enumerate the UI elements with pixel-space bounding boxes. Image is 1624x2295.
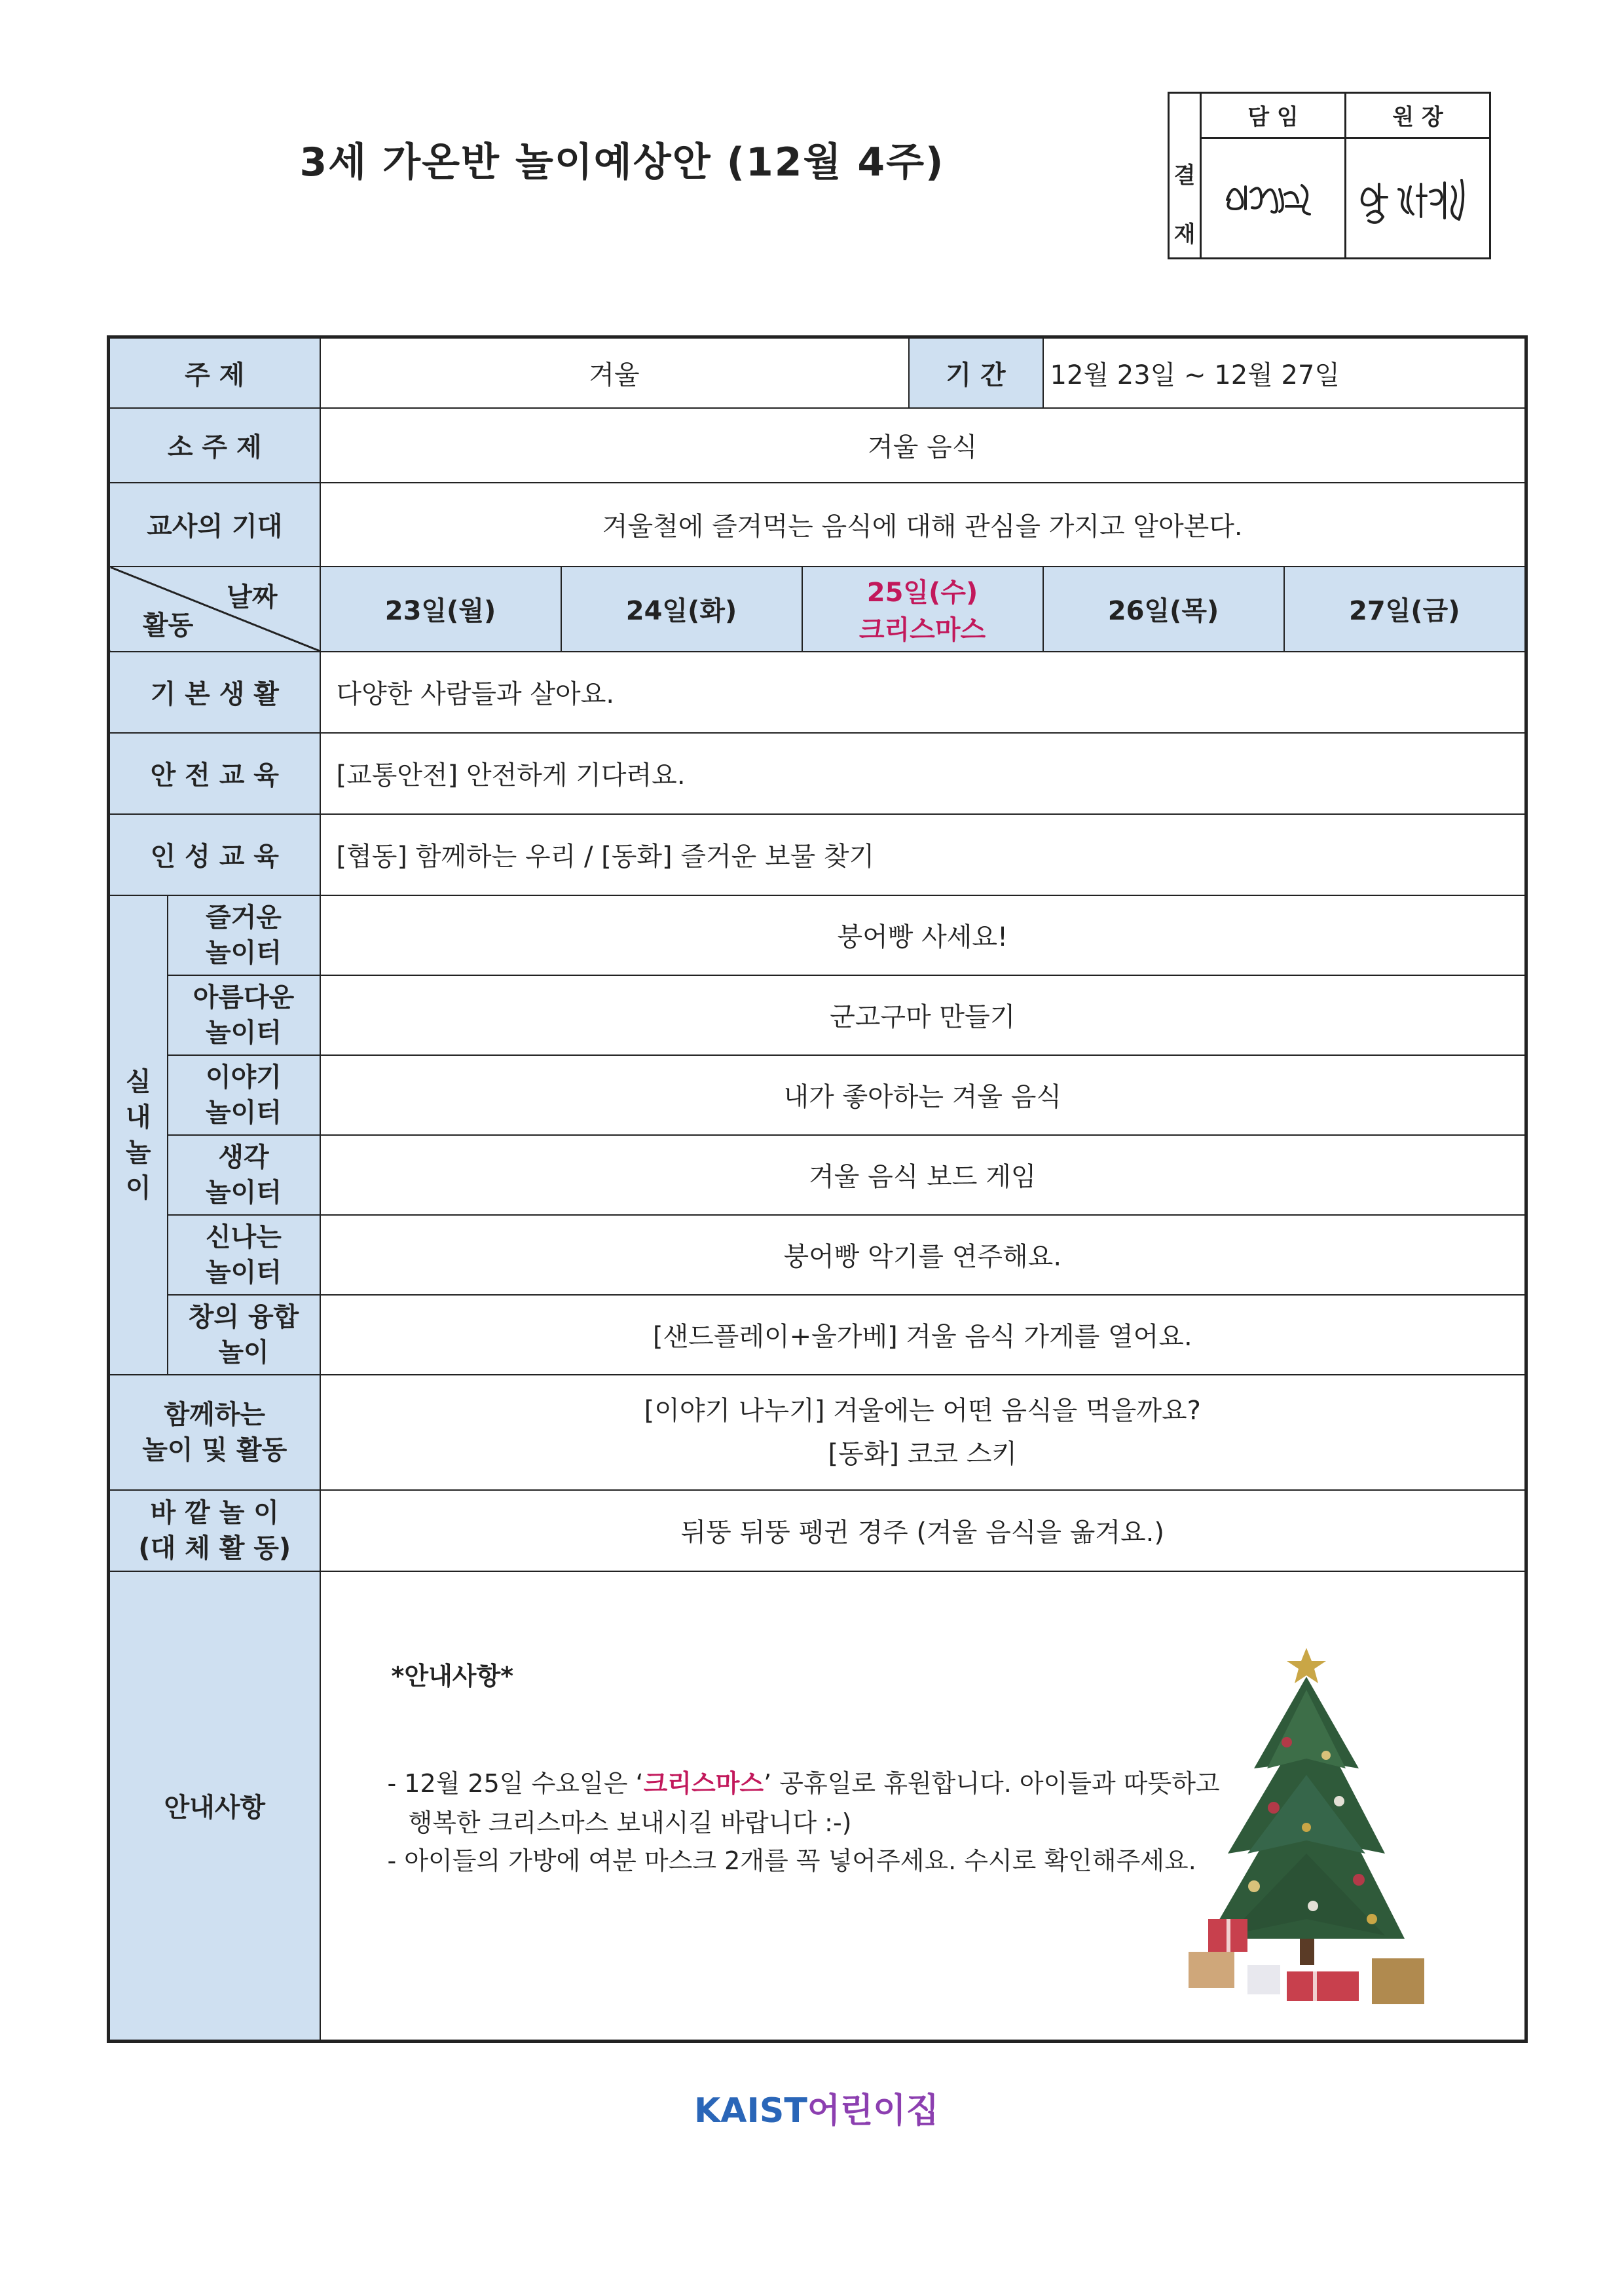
together-label-line2: 놀이 및 활동 [142,1434,287,1465]
indoor-row [109,1215,1526,1295]
date-activity-diagonal-cell [109,567,320,652]
safety-label: 안 전 교 육 [109,733,320,814]
notice-content [320,1571,1526,2042]
expectation-label: 교사의 기대 [109,483,320,567]
together-label-line1: 함께하는 [164,1399,266,1430]
notice-line-3: - 아이들의 가방에 여분 마스크 2개를 꼭 넣어주세요. 수시로 확인해주세요. [387,1846,1196,1875]
outdoor-row [109,1490,1526,1571]
activity-header-label: 활동 [143,610,194,641]
character-value: [협동] 함께하는 우리 / [동화] 즐거운 보물 찾기 [320,814,1526,895]
indoor-label-char: 놀 [125,1137,151,1168]
subtheme-row [109,408,1526,483]
approval-side-label [1169,93,1201,259]
basic-life-row [109,652,1526,733]
indoor-label-char: 실 [125,1066,151,1097]
theme-label: 주 제 [109,337,320,408]
indoor-activity: 겨울 음식 보드 게임 [320,1135,1526,1215]
indoor-sub-label-line2: 놀이터 [206,1017,282,1048]
notice-line-1-post: ’ 공휴일로 휴원합니다. 아이들과 따뜻하고 [764,1768,1220,1798]
day-mon: 23일(월) [320,567,561,652]
outdoor-label [109,1490,320,1571]
indoor-label-char: 내 [125,1102,151,1132]
notice-row [109,1571,1526,2042]
indoor-activity: [샌드플레이+울가베] 겨울 음식 가게를 열어요. [320,1295,1526,1375]
indoor-row [109,1135,1526,1215]
notice-line-1-pre: - 12월 25일 수요일은 ‘ [387,1768,644,1798]
indoor-row [109,1055,1526,1135]
date-header-label: 날짜 [227,582,278,612]
indoor-sub-label-line1: 창의 융합 [188,1301,299,1332]
indoor-row [109,975,1526,1055]
together-row [109,1375,1526,1490]
approval-box [1168,92,1491,259]
indoor-play-label [109,895,168,1375]
kaist-kindergarten-logo [694,2083,939,2132]
approval-side-bottom: 재 [1173,221,1196,248]
expectation-row [109,483,1526,567]
subtheme-value: 겨울 음식 [320,408,1526,483]
together-value-line2: [동화] 코코 스키 [828,1438,1017,1469]
together-value-line1: [이야기 나누기] 겨울에는 어떤 음식을 먹을까요? [644,1395,1201,1426]
notice-line-1 [388,1763,1220,1799]
indoor-sub-label-line1: 신나는 [206,1222,282,1252]
indoor-sub-label-line1: 생각 [218,1142,269,1172]
safety-value: [교통안전] 안전하게 기다려요. [320,733,1526,814]
indoor-activity: 붕어빵 사세요! [320,895,1526,975]
approval-director-header: 원 장 [1346,93,1490,138]
days-header-row [109,567,1526,652]
basic-life-label: 기 본 생 활 [109,652,320,733]
outdoor-label-line2: (대 체 활 동) [138,1533,291,1563]
indoor-sub-label [168,1215,320,1295]
character-label: 인 성 교 육 [109,814,320,895]
together-label [109,1375,320,1490]
day-fri: 27일(금) [1284,567,1526,652]
director-signature [1346,138,1490,258]
indoor-sub-label-line1: 즐거운 [206,902,282,933]
day-wed-holiday [802,567,1043,652]
notice-christmas-highlight: 크리스마스 [643,1768,764,1798]
indoor-sub-label-line1: 아름다운 [193,982,295,1013]
period-value: 12월 23일 ~ 12월 27일 [1043,337,1526,408]
indoor-sub-label-line2: 놀이터 [206,937,282,968]
indoor-sub-label [168,1135,320,1215]
together-value [320,1375,1526,1490]
indoor-activity: 군고구마 만들기 [320,975,1526,1055]
notice-label: 안내사항 [109,1571,320,2042]
character-row [109,814,1526,895]
day-wed: 25일(수) [866,577,978,608]
homeroom-signature-drawing [1208,160,1338,233]
indoor-sub-label-line2: 놀이터 [206,1097,282,1128]
notice-line-2: 행복한 크리스마스 보내시길 바랍니다 :-) [408,1808,852,1837]
theme-row [109,337,1526,408]
indoor-activity: 내가 좋아하는 겨울 음식 [320,1055,1526,1135]
indoor-row [109,1295,1526,1375]
outdoor-value: 뒤뚱 뒤뚱 펭귄 경주 (겨울 음식을 옮겨요.) [320,1490,1526,1571]
logo-kindergarten-text: 어린이집 [807,2091,939,2131]
homeroom-signature [1201,138,1346,258]
notice-title: *안내사항* [391,1661,514,1690]
christmas-tree-illustration [1175,1644,1450,2011]
indoor-sub-label-line2: 놀이터 [206,1177,282,1208]
indoor-sub-label [168,895,320,975]
indoor-row [109,895,1526,975]
indoor-sub-label-line2: 놀이 [218,1337,269,1368]
plan-table [107,335,1528,2043]
indoor-sub-label [168,1055,320,1135]
theme-value: 겨울 [320,337,909,408]
indoor-sub-label [168,1295,320,1375]
indoor-label-char: 이 [125,1172,151,1203]
page-title: 3세 가온반 놀이예상안 (12월 4주) [299,140,945,185]
logo-kaist-text: KAIST [694,2091,807,2131]
outdoor-label-line1: 바 깥 놀 이 [150,1497,279,1528]
expectation-value: 겨울철에 즐겨먹는 음식에 대해 관심을 가지고 알아본다. [320,483,1526,567]
holiday-note: 크리스마스 [858,614,986,645]
approval-homeroom-header: 담 임 [1201,93,1346,138]
period-label: 기 간 [909,337,1043,408]
approval-side-top: 결 [1173,162,1196,189]
indoor-activity: 붕어빵 악기를 연주해요. [320,1215,1526,1295]
indoor-sub-label-line1: 이야기 [206,1062,282,1092]
indoor-sub-label-line2: 놀이터 [206,1257,282,1288]
day-thu: 26일(목) [1043,567,1284,652]
indoor-sub-label [168,975,320,1055]
subtheme-label: 소 주 제 [109,408,320,483]
day-tue: 24일(화) [561,567,802,652]
director-signature-drawing [1349,160,1486,233]
basic-life-value: 다양한 사람들과 살아요. [320,652,1526,733]
safety-row [109,733,1526,814]
